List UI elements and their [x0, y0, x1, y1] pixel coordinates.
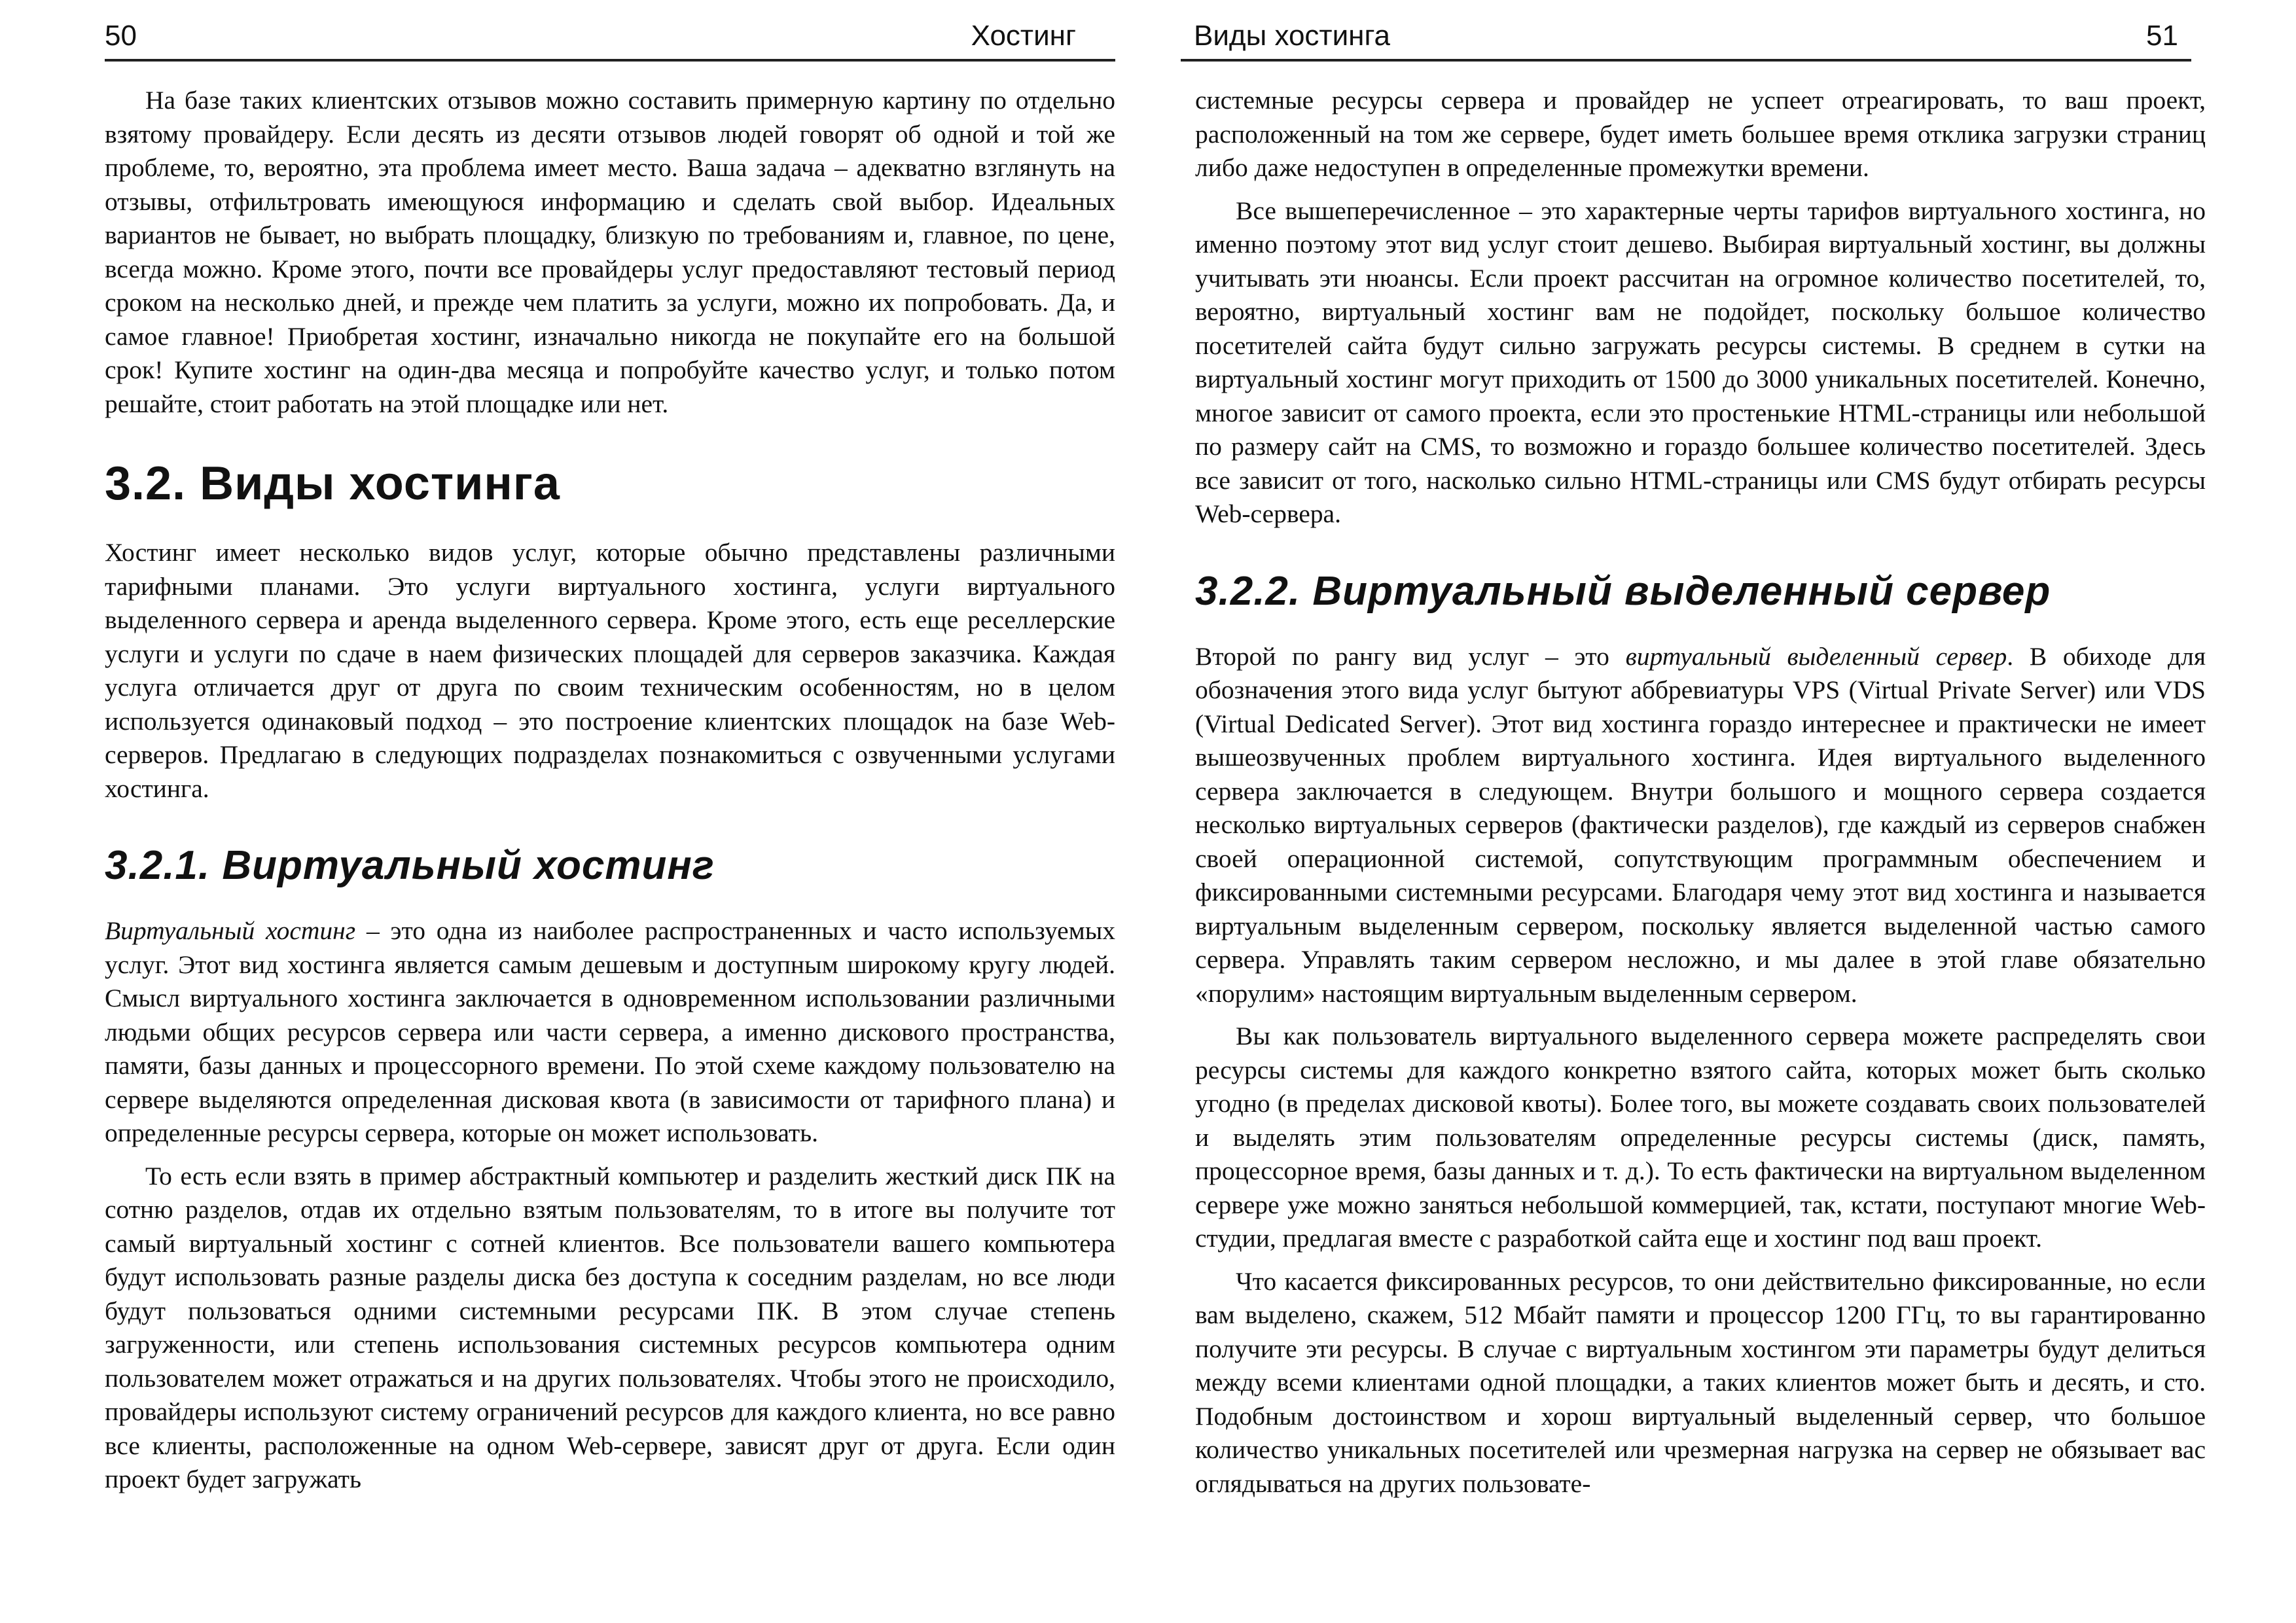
left-page-header — [105, 13, 1115, 62]
paragraph-virtual-hosting-text: – это одна из наиболее распространенных и часто используемых услуг. Этот вид хостинга является самым дешевым и доступным широкому кругу людей. Смысл виртуального хостинга заключается в одновременном использовании различными людьми общих ресурсов сервера или части сервера, а именно дискового пространства, памяти, базы данных и процессорного времени. По этой схеме каждому пользователю на сервере выделяются определенная дисковая квота (в зависимости от тарифного плана) и определенные ресурсы сервера, которые он может использовать. — [105, 916, 1116, 1147]
term-virtual-hosting: Виртуальный хостинг — [105, 916, 356, 945]
page-number: 51 — [2146, 20, 2178, 52]
page-number: 50 — [105, 20, 137, 52]
subsection-heading-vps: 3.2.2. Виртуальный выделенный сервер — [1195, 568, 2051, 614]
running-head: Хостинг — [971, 20, 1076, 52]
left-page-body — [105, 84, 1115, 1497]
paragraph-section-intro: Хостинг имеет несколько видов услуг, которые обычно представлены различными тарифными планами. Это услуги виртуального хостинга, услуги виртуального выделенного сервера и аренда выделенного сервера. Кроме этого, есть еще реселлерские услуги и услуги по сдаче в наем физических площадей для серверов заказчика. Каждая услуга отличается друг от друга по своим техническим особенностям, но в целом используется одинаковый подход – это построение клиентских площадок на базе Web-серверов. Предлагаю в следующих подразделах познакомиться с озвученными услугами хостинга. — [105, 538, 1115, 803]
paragraph-vps-lead: Второй по рангу вид услуг – это — [1195, 641, 1626, 671]
paragraph-fixed-resources: Что касается фиксированных ресурсов, то они действительно фиксированные, но если вам выделено, скажем, 512 Мбайт памяти и процессор 1200 ГГц, то вы гарантированно получите эти ресурсы. В случае с виртуальным хостингом эти параметры будут делиться между всеми клиентами одной площадки, а таких клиентов может быть и десять, и сто. Подобным достоинством и хорош виртуальный выделенный сервер, что большое количество уникальных посетителей или чрезмерная нагрузка на сервер не обязывает вас оглядываться на других пользовате- — [1195, 1266, 2206, 1498]
paragraph-vps-text: . В обиходе для обозначения этого вида услуг бытуют аббревиатуры VPS (Virtual Private Server) или VDS (Virtual Dedicated Server). Этот вид хостинга гораздо интереснее и практически не имеет вышеозвученных проблем виртуального хостинга. Идея виртуального выделенного сервера заключается в следующем. Внутри большого и мощного сервера создается несколько виртуальных серверов (фактически разделов), где каждый из серверов снабжен своей операционной системой, сопутствующим программным обеспечением и фиксированными системными ресурсами. Благодаря чему этот вид хостинга и называется виртуальным выделенным сервером, поскольку является выделенной частью самого сервера. Управлять таким сервером несложно, и мы далее в этой главе обязательно «порулим» настоящим виртуальным выделенным сервером. — [1195, 641, 2206, 1008]
right-page — [1148, 0, 2296, 1623]
paragraph-user: Вы как пользователь виртуального выделенного сервера можете распределять свои ресурсы системы для каждого конкретно взятого сайта, которых может быть сколько угодно (в пределах дисковой квоты). Более того, вы можете создавать своих пользователей и выделять этим пользователям определенные ресурсы системы (диск, память, процессорное время, базы данных и т. д.). То есть фактически на виртуальном выделенном сервере уже можно заняться небольшой коммерцией, так, кстати, поступают многие Web-студии, предлагая вместе с разработкой сайта еще и хостинг под ваш проект. — [1195, 1022, 2206, 1253]
paragraph-intro: На базе таких клиентских отзывов можно составить примерную картину по отдельно взятому провайдеру. Если десять из десяти отзывов людей говорят об одной и той же проблеме, то, вероятно, эта проблема имеет место. Ваша задача – адекватно взглянуть на отзывы, отфильтровать имеющуюся информацию и сделать свой выбор. Идеальных вариантов не бывает, но выбрать площадку, близкую по требованиям и, главное, по цене, всегда можно. Кроме этого, почти все провайдеры услуг предоставляют тестовый период сроком на несколько дней, и прежде чем платить за услуги, можно их попробовать. Да, и самое главное! Приобретая хостинг, изначально никогда не покупайте его на большой срок! Купите хостинг на один-два месяца и попробуйте качество услуг, и только потом решайте, стоит работать на этой площадке или нет. — [105, 86, 1115, 418]
section-heading: 3.2. Виды хостинга — [105, 457, 560, 510]
paragraph-virtual-hosting — [105, 914, 1115, 1150]
running-head: Виды хостинга — [1194, 20, 1391, 52]
subsection-heading-virtual-hosting: 3.2.1. Виртуальный хостинг — [105, 843, 715, 888]
term-vps: виртуальный выделенный сервер — [1625, 641, 2007, 671]
paragraph-summary: Все вышеперечисленное – это характерные черты тарифов виртуального хостинга, но именно поэтому этот вид услуг стоит дешево. Выбирая виртуальный хостинг, вы должны учитывать эти нюансы. Если проект рассчитан на огромное количество посетителей, то, вероятно, виртуальный хостинг вам не подойдет, поскольку большое количество посетителей сайта будут сильно загружать ресурсы системы. В среднем в сутки на виртуальный хостинг могут приходить от 1500 до 3000 уникальных посетителей. Конечно, многое зависит от самого проекта, если это простенькие HTML-страницы или небольшой по размеру сайт на CMS, то возможно и гораздо большее количество посетителей. Здесь все зависит от того, насколько сильно HTML-страницы или CMS будут отбирать ресурсы Web-сервера. — [1195, 196, 2206, 528]
right-page-body — [1195, 84, 2206, 1501]
paragraph-vps — [1195, 640, 2206, 1011]
paragraph-continued: системные ресурсы сервера и провайдер не успеет отреагировать, то ваш проект, расположенный на том же сервере, будет иметь большее время отклика загрузки страниц либо даже недоступен в определенные промежутки времени. — [1195, 86, 2206, 182]
paragraph-example: То есть если взять в пример абстрактный компьютер и разделить жесткий диск ПК на сотню разделов, отдав их отдельно взятым пользователям, то в итоге вы получите тот самый виртуальный хостинг с сотней клиентов. Все пользователи вашего компьютера будут использовать разные разделы диска без доступа к соседним разделам, но все люди будут пользоваться одними системными ресурсами ПК. В этом случае степень загруженности, или степень использования системных ресурсов компьютера одним пользователем может отражаться и на других пользователях. Чтобы этого не происходило, провайдеры используют систему ограничений ресурсов для каждого клиента, но все равно все клиенты, расположенные на одном Web-сервере, зависят друг от друга. Если один проект будет загружать — [105, 1161, 1115, 1493]
right-page-header — [1181, 13, 2191, 62]
